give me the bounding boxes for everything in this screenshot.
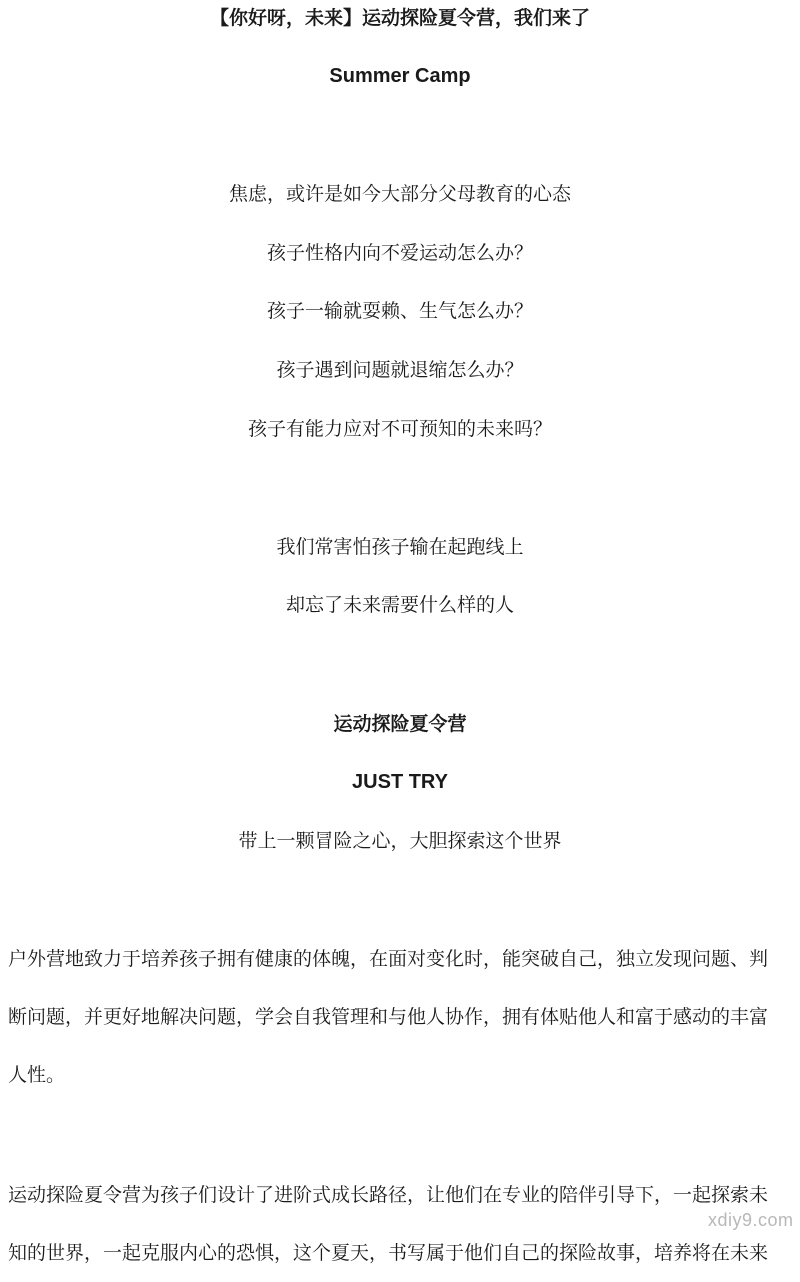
watermark: xdiy9.com	[708, 1210, 794, 1230]
camp-name: 运动探险夏令营	[333, 713, 467, 735]
question-item: 孩子性格内向不爱运动怎么办？	[266, 242, 533, 264]
paragraph-line: 人性。	[8, 1064, 66, 1086]
description-paragraph	[8, 930, 792, 1104]
description-paragraph	[8, 1166, 792, 1282]
page-subtitle: Summer Camp	[329, 65, 471, 87]
camp-slogan: JUST TRY	[352, 771, 448, 793]
question-item: 孩子有能力应对不可预知的未来吗？	[247, 418, 552, 440]
paragraph-line: 知的世界，一起克服内心的恐惧，这个夏天，书写属于他们自己的探险故事，培养将在未来	[8, 1242, 769, 1264]
paragraph-line: 断问题，并更好地解决问题，学会自我管理和与他人协作，拥有体贴他人和富于感动的丰富	[8, 1006, 769, 1028]
question-item: 孩子遇到问题就退缩怎么办？	[276, 359, 524, 381]
reflection-line: 我们常害怕孩子输在起跑线上	[276, 536, 524, 558]
paragraph-line: 户外营地致力于培养孩子拥有健康的体魄，在面对变化时，能突破自己，独立发现问题、判	[8, 948, 769, 970]
question-item: 孩子一输就耍赖、生气怎么办？	[266, 300, 533, 322]
camp-tagline: 带上一颗冒险之心，大胆探索这个世界	[238, 830, 562, 852]
intro-line: 焦虑，或许是如今大部分父母教育的心态	[228, 183, 571, 205]
paragraph-line: 运动探险夏令营为孩子们设计了进阶式成长路径，让他们在专业的陪伴引导下，一起探索未	[8, 1184, 769, 1206]
page-title: 【你好呀，未来】运动探险夏令营，我们来了	[209, 7, 590, 29]
reflection-line: 却忘了未来需要什么样的人	[285, 594, 514, 616]
